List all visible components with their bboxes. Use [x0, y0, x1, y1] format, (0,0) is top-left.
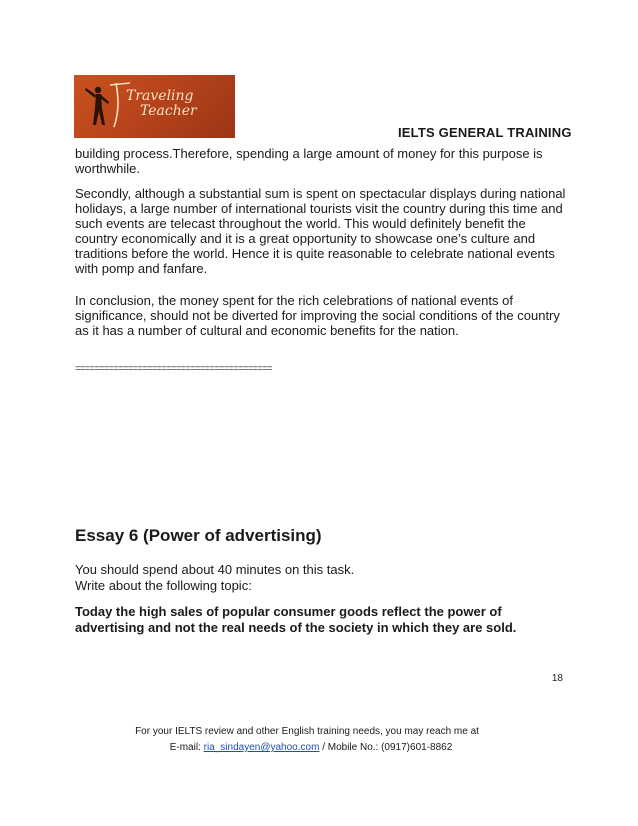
paragraph-1: building process.Therefore, spending a large amount of money for this purpose is worthwhile.: [75, 146, 543, 176]
essay-title: Essay 6 (Power of advertising): [75, 526, 322, 545]
instruction-line-1: You should spend about 40 minutes on this task.: [75, 562, 355, 577]
instruction-line-2: Write about the following topic:: [75, 578, 252, 593]
email-label: E-mail:: [169, 742, 201, 753]
footer-line-1: For your IELTS review and other English training needs, you may reach me at: [135, 726, 479, 737]
logo-line-2: Teacher: [140, 103, 197, 119]
paragraph-2: Secondly, although a substantial sum is spent on spectacular displays during national holidays, a large number of international tourists visit the country during this time and such events are telecast throughout the world. This would definitely benefit the country economically and it is a great opportunity to showcase one’s culture and traditions before the world. Hence it is quite reasonable to celebrate national events with pomp and fanfare.: [75, 186, 566, 276]
page-number: 18: [551, 673, 563, 684]
mobile-number: / Mobile No.: (0917)601-8862: [322, 742, 453, 753]
email-link[interactable]: ria_sindayen@yahoo.com: [203, 742, 320, 753]
document-header-title: IELTS GENERAL TRAINING: [398, 125, 572, 140]
traveling-teacher-logo: [74, 75, 235, 138]
separator-line: =========================================: [75, 364, 272, 374]
logo-line-1: Traveling: [126, 88, 194, 104]
essay-instructions: [75, 562, 555, 594]
footer-line-2: [0, 741, 630, 755]
essay-topic: Today the high sales of popular consumer goods reflect the power of advertising and not the real needs of the society in which they are sold.: [75, 604, 517, 635]
paragraph-3: In conclusion, the money spent for the rich celebrations of national events of significance, should not be diverted for improving the social conditions of the country as it has a number of cultural and economic benefits for the nation.: [75, 293, 560, 338]
